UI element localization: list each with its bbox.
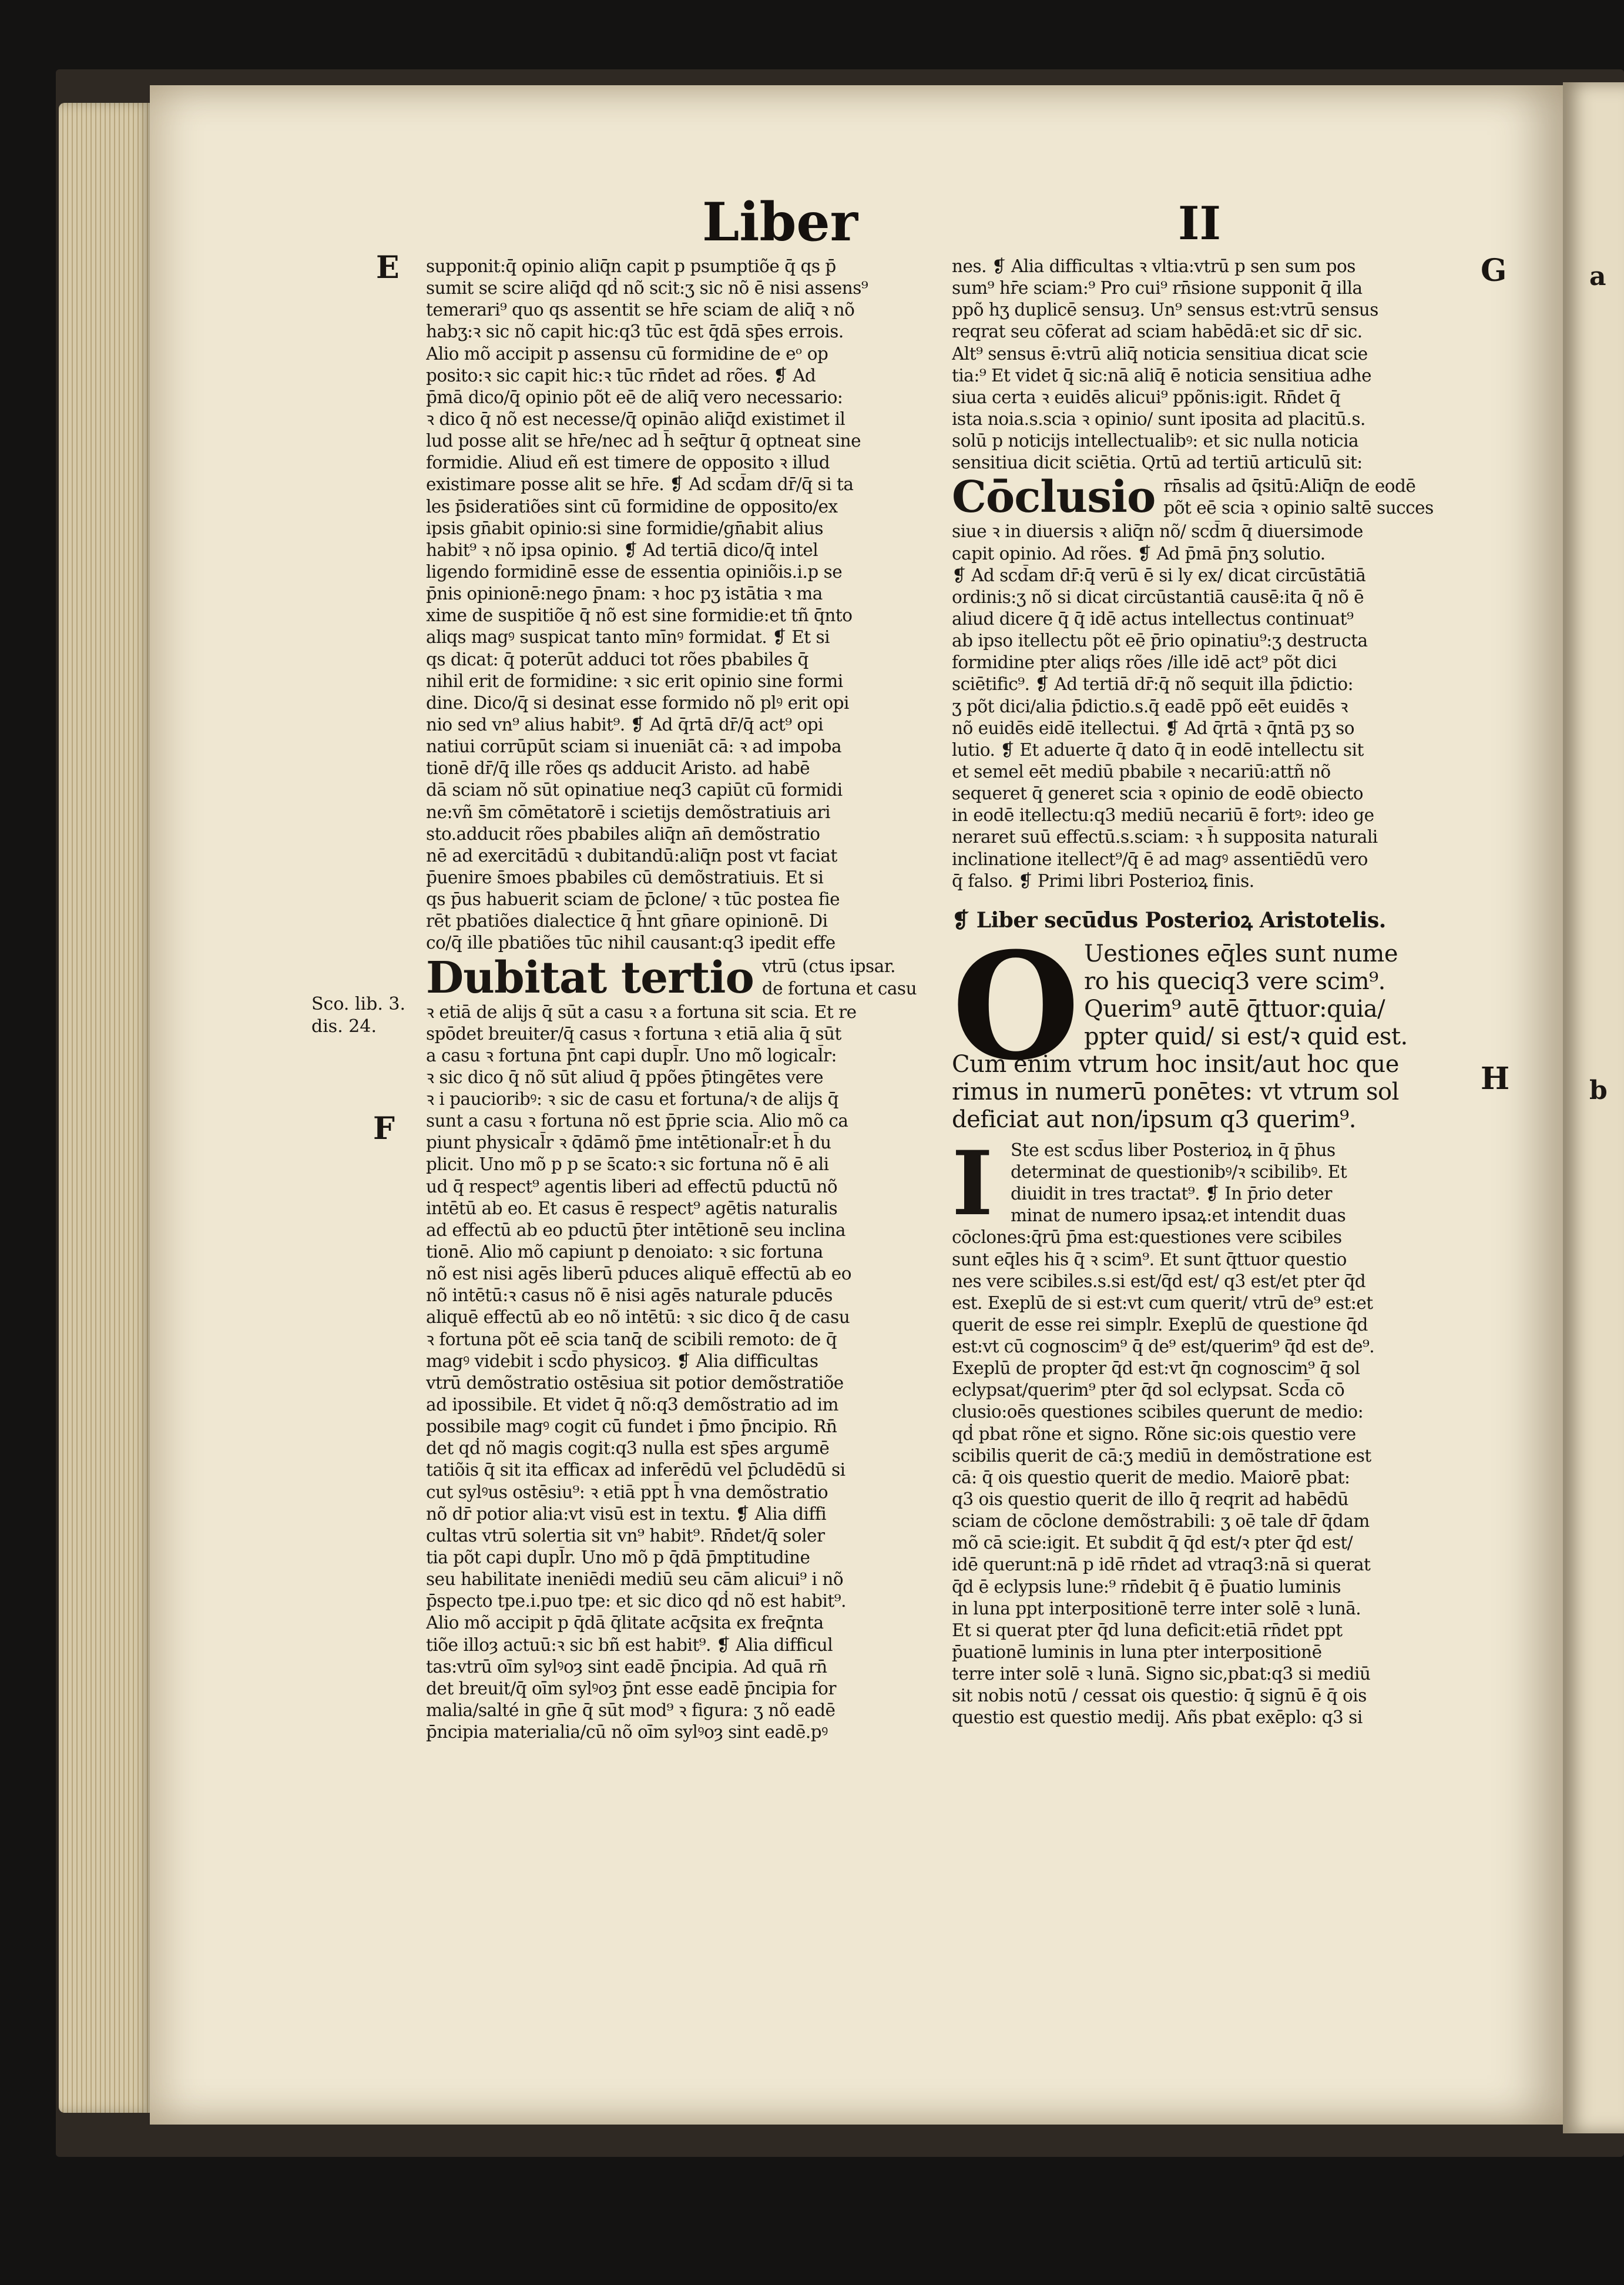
text-line: diuidit in tres tractat⁹. ❡ In p̄rio deter	[1011, 1184, 1332, 1204]
margin-letter-g: G	[1481, 253, 1507, 289]
text-line: ipsis gn̄abit opinio:si sine formidie/gn̄abit alius	[426, 518, 824, 538]
text-line: sensitiua dicit sciētia. Qrtū ad tertiū articulū sit:	[952, 453, 1363, 473]
text-line: ista noia.s.scia ꝛ opinio/ sunt iposita ad placitū.s.	[952, 408, 1365, 429]
text-line: habit⁹ ꝛ nõ ipsa opinio. ❡ Ad tertiā dico/q̄ intel	[426, 540, 818, 560]
text-line: qs dicat: q̄ poterūt adduci tot rões pbabiles q̄	[426, 649, 808, 669]
running-title-left: Liber	[702, 191, 858, 253]
text-line: plicit. Uno mõ p p se s̄cato:ꝛ sic fortuna nõ ē ali	[426, 1154, 829, 1175]
text-line: Et si querat pter q̄d luna deficit:etiā rn̄det ppt	[952, 1620, 1343, 1640]
text-line: siua certa ꝛ euidēs alicui⁹ ppõnis:igit. Rn̄det q̄	[952, 387, 1341, 407]
text-line: p̄mā dico/q̄ opinio põt eē de aliq̄ vero necessario:	[426, 387, 843, 407]
text-line: formidine pter aliqs rões /ille idē act⁹ põt dici	[952, 652, 1337, 673]
text-line: minat de numero ipsaꝝ:et intendit duas	[1011, 1205, 1346, 1226]
side-line: rn̄salis ad q̄sitū:Aliq̄n de eodē	[1163, 476, 1416, 497]
text-line: sto.adducit rões pbabiles aliq̄n an̄ demõstratio	[426, 823, 820, 844]
text-line: temerari⁹ quo qs assentit se hr̄e sciam de aliq̄ ꝛ nõ	[426, 300, 855, 320]
text-line: lutio. ❡ Et aduerte q̄ dato q̄ in eodē intellectu sit	[952, 739, 1364, 760]
text-line: ꝛ dico q̄ nõ est necesse/q̄ opināo aliq̄d existimet il	[426, 408, 845, 429]
text-line: intētū ab eo. Et casus ē respect⁹ agētis naturalis	[426, 1198, 838, 1218]
text-line: qs p̄us habuerit sciam de p̄clone/ ꝛ tūc postea fie	[426, 889, 840, 910]
text-line: existimare posse alit se hr̄e. ❡ Ad scd̄am dr̄/q̄ si ta	[426, 474, 854, 495]
initial-o: O	[952, 919, 1080, 1093]
text-line: et semel eēt mediū pbabile ꝛ necariū:attñ nõ	[952, 761, 1331, 782]
incipit-line: Cum enim vtrum hoc insit/aut hoc que	[952, 1050, 1399, 1078]
commentary-indented-lines	[952, 1140, 1457, 1227]
text-line: posito:ꝛ sic capit hic:ꝛ tūc rn̄det ad rões. ❡ Ad	[426, 365, 816, 386]
right-column	[952, 256, 1457, 1729]
text-line: idē querunt:nā p idē rn̄det ad vtraq3:nā si querat	[952, 1554, 1371, 1575]
dubitatur-side-text	[762, 956, 917, 999]
text-line: ad ipossibile. Et videt q̄ nõ:q3 demõstratio ad im	[426, 1395, 838, 1415]
text-line: ud q̄ respect⁹ agentis liberi ad effectū pductū nõ	[426, 1176, 838, 1197]
text-line: nõ intētū:ꝛ casus nõ ē nisi agēs naturale pducēs	[426, 1285, 833, 1306]
text-line: dā sciam nõ sūt opinatiue neq3 capiūt cū formidi	[426, 780, 843, 800]
facing-page-edge	[1563, 82, 1624, 2133]
commentary-full-lines	[952, 1227, 1457, 1728]
text-line: ❡ Ad scd̄am dr̄:q̄ verū ē si ly ex/ dicat circūstātiā	[952, 565, 1366, 585]
text-line: p̄uenire s̄moes pbabiles cū demõstratiuis. Et si	[426, 867, 824, 887]
side-line: de fortuna et casu	[761, 978, 917, 999]
text-line: cut sylꝰus ostēsiu⁹: ꝛ etiā ppt h̄ vna demõstratio	[426, 1482, 828, 1502]
text-line: ab ipso itellectu põt eē p̄rio opinatiu⁹:ʒ destructa	[952, 631, 1368, 651]
margin-note-line-2: dis. 24.	[311, 1016, 377, 1037]
text-line: magꝰ videbit i scd̄o physicoȝ. ❡ Alia difficultas	[426, 1351, 818, 1371]
page-edges	[59, 103, 153, 2113]
text-line: cā: q̄ ois questio querit de medio. Maiorē pbat:	[952, 1467, 1350, 1487]
text-line: co/q̄ ille pbatiões tūc nihil causant:q3 ipedit effe	[426, 933, 836, 953]
facing-page-letter-b: b	[1589, 1076, 1608, 1105]
margin-letter-f: F	[373, 1111, 395, 1147]
text-line: terre inter solē ꝛ lunā. Signo sic,pbat:q3 si mediū	[952, 1664, 1371, 1684]
text-line: ꝛ i paucioribꝰ: ꝛ sic de casu et fortuna/ꝛ de alijs q̄	[426, 1089, 838, 1110]
text-line: p̄specto tpe.i.puo tpe: et sic dico qḋ nõ est habit⁹.	[426, 1591, 847, 1611]
dubitatur-heading	[426, 954, 925, 1001]
right-column-text-b	[952, 521, 1457, 892]
text-line: sunt eq̄les his q̄ ꝛ scim⁹. Et sunt q̄ttuor questio	[952, 1249, 1347, 1269]
left-column-text-a	[426, 256, 925, 954]
text-line: nes vere scibiles.s.si est/q̄d est/ q3 est/et pter q̄d	[952, 1271, 1366, 1291]
text-line: det breuit/q̄ oīm sylꝰoȝ p̄nt esse eadē p̄ncipia for	[426, 1678, 836, 1698]
book-two-heading: ❡ Liber secūdus Posterioꝝ Aristotelis.	[952, 907, 1386, 933]
incipit-line: deficiat aut non/ipsum q3 querim⁹.	[952, 1105, 1356, 1133]
text-line: dine. Dico/q̄ si desinat esse formido nõ plꝰ erit opi	[426, 692, 849, 713]
text-line: p̄uationē luminis in luna pter interpositionē	[952, 1642, 1322, 1663]
incipit-line: rimus in numerū ponētes: vt vtrum sol	[952, 1078, 1399, 1105]
text-line: det qḋ nõ magis cogit:q3 nulla est sp̄es argumē	[426, 1438, 830, 1459]
text-line: neraret suū effectū.s.sciam: ꝛ h̄ supposita naturali	[952, 827, 1378, 847]
text-line: tatiõis q̄ sit ita efficax ad inferēdū vel p̄cludēdū si	[426, 1460, 845, 1480]
incipit-line: ppter quid/ si est/ꝛ quid est.	[1084, 1023, 1408, 1050]
text-line: nõ euidēs eidē itellectui. ❡ Ad q̄rtā ꝛ q̄ntā pʒ so	[952, 718, 1354, 738]
text-line: nio sed vn⁹ alius habit⁹. ❡ Ad q̄rtā dr̄/q̄ act⁹ opi	[426, 714, 824, 735]
text-line: tia põt capi dupl̄r. Uno mõ p q̄dā p̄mptitudine	[426, 1547, 810, 1568]
conclusio-word: Cōclusio	[952, 472, 1156, 523]
text-line: tionē. Alio mõ capiunt p denoiato: ꝛ sic fortuna	[426, 1242, 823, 1262]
text-line: solū p noticijs intellectualibꝰ: et sic nulla noticia	[952, 431, 1359, 451]
text-line: inclinatione itellect⁹/q̄ ē ad magꝰ assentiēdū vero	[952, 849, 1368, 869]
text-line: Exeplū de propter q̄d est:vt q̄n cognoscim⁹ q̄ sol	[952, 1358, 1360, 1379]
incipit-line: Uestiones eq̄les sunt nume	[1084, 940, 1398, 967]
conclusio-side-text	[1163, 475, 1433, 519]
text-line: determinat de questionibꝰ/ꝛ scibilibꝰ. Et	[1011, 1161, 1347, 1182]
text-line: tiõe illoȝ actuū:ꝛ sic bñ est habit⁹. ❡ Alia difficul	[426, 1634, 833, 1655]
text-line: eclypsat/querim⁹ pter q̄d sol eclypsat. Scd̄a cō	[952, 1380, 1345, 1401]
text-line: mõ cā scie:igit. Et subdit q̄ q̄d est/ꝛ pter q̄d est/	[952, 1533, 1353, 1553]
text-line: sunt a casu ꝛ fortuna nõ est p̄prie scia. Alio mõ ca	[426, 1111, 848, 1131]
text-line: formidie. Aliud eñ est timere de opposito ꝛ illud	[426, 453, 830, 473]
incipit-line: Querim⁹ autē q̄ttuor:quia/	[1084, 995, 1385, 1023]
text-line: possibile magꝰ cogit cū fundet i p̄mo p̄ncipio. Rn̄	[426, 1416, 837, 1437]
text-line: vtrū demõstratio ostēsiua sit potior demõstratiõe	[426, 1372, 844, 1393]
text-line: est. Exeplū de si est:vt cum querit/ vtrū de⁹ est:et	[952, 1292, 1373, 1313]
text-line: q̄ falso. ❡ Primi libri Posterioꝝ finis.	[952, 870, 1254, 891]
text-line: rēt pbatiões dialectice q̄ h̄nt gn̄are opinionē. Di	[426, 911, 828, 932]
side-line: vtrū (ctus ipsar.	[761, 956, 895, 977]
text-line: nes. ❡ Alia difficultas ꝛ vltia:vtrū p sen sum pos	[952, 256, 1355, 276]
commentary-block	[952, 1131, 1457, 1729]
left-column-text-b	[426, 1001, 925, 1744]
text-line: cōclones:q̄rū p̄ma est:questiones vere scibiles	[952, 1227, 1342, 1248]
text-line: nõ est nisi agēs liberū pduces aliquē effectū ab eo	[426, 1264, 851, 1284]
text-line: sciam de cōclone demõstrabili: ʒ oē tale dr̄ q̄dam	[952, 1511, 1370, 1532]
text-line: ppõ hʒ duplicē sensuȝ. Un⁹ sensus est:vtrū sensus	[952, 300, 1378, 320]
text-line: reqrat seu cōferat ad sciam habēdā:et sic dr̄ sic.	[952, 321, 1363, 342]
text-line: les p̄sideratiões sint cū formidine de opposito/ex	[426, 496, 838, 517]
dubitatur-word: Dubitat tertio	[426, 952, 754, 1003]
text-line: xime de suspitiõe q̄ nõ est sine formidie:et tñ q̄nto	[426, 605, 853, 626]
text-line: p̄ncipia materialia/cū nõ oīm sylꝰoȝ sint eadē.pꝰ	[426, 1722, 828, 1743]
margin-note-line-1: Sco. lib. 3.	[311, 994, 406, 1014]
text-line: natiui corrūpūt sciam si inueniāt cā: ꝛ ad impoba	[426, 736, 842, 757]
text-line: Ste est scd̄us liber Posterioꝝ in q̄ p̄hus	[1011, 1140, 1336, 1160]
text-line: aliquē effectū ab eo nõ intētū: ꝛ sic dico q̄ de casu	[426, 1307, 850, 1328]
text-line: nõ dr̄ potior alia:vt visū est in textu. ❡ Alia diffi	[426, 1503, 827, 1524]
conclusio-heading	[952, 474, 1457, 521]
text-line: q3 ois questio querit de illo q̄ reqrit ad habēdū	[952, 1489, 1349, 1510]
text-line: capit opinio. Ad rões. ❡ Ad p̄mā p̄nʒ solutio.	[952, 543, 1326, 564]
text-line: seu habilitate ineniēdi mediū seu cām alicui⁹ i nõ	[426, 1569, 844, 1590]
margin-letter-e: E	[376, 250, 400, 286]
text-line: nē ad exercitādū ꝛ dubitandū:aliq̄n post vt faciat	[426, 845, 837, 866]
text-line: tia:⁹ Et videt q̄ sic:nā aliq̄ ē noticia sensitiua adhe	[952, 365, 1372, 386]
side-line: põt eē scia ꝛ opinio saltē succes	[1163, 498, 1434, 518]
text-line: spōdet breuiter/q̄ casus ꝛ fortuna ꝛ etiā alia q̄ sūt	[426, 1023, 841, 1044]
text-line: sit nobis notū / cessat ois questio: q̄ signū ē q̄ ois	[952, 1686, 1367, 1706]
text-line: piunt physical̄r ꝛ q̄dāmõ p̄me intētional̄r:et h̄ du	[426, 1133, 831, 1153]
text-line: sciētific⁹. ❡ Ad tertiā dr̄:q̄ nõ sequit illa p̄dictio:	[952, 674, 1354, 695]
text-line: ʒ põt dici/alia p̄dictio.s.q̄ eadē ppõ eēt euidēs ꝛ	[952, 696, 1348, 716]
margin-letter-h: H	[1481, 1061, 1510, 1097]
text-line: clusio:oēs questiones scibiles querunt de medio:	[952, 1402, 1364, 1422]
text-line: qḋ pbat rõne et signo. Rõne sic:ois questio vere	[952, 1423, 1356, 1444]
right-column-text-a	[952, 256, 1457, 474]
text-line: supponit:q̄ opinio aliq̄n capit p psumptiõe q̄ qs p̄	[426, 256, 836, 276]
margin-note	[311, 993, 405, 1038]
text-line: lud posse alit se hr̄e/nec ad h̄ seq̄tur q̄ optneat sine	[426, 431, 861, 451]
text-line: nihil erit de formidine: ꝛ sic erit opinio sine formi	[426, 671, 843, 691]
text-line: aliud dicere q̄ q̄ idē actus intellectus continuat⁹	[952, 608, 1354, 629]
text-line: Alio mõ accipit p q̄dā q̄litate acq̄sita ex freq̄nta	[426, 1613, 824, 1633]
text-line: p̄nis opinionē:nego p̄nam: ꝛ hoc pʒ istātia ꝛ ma	[426, 584, 823, 604]
incipit-line: ro his queciq3 vere scim⁹.	[1084, 967, 1385, 995]
text-line: Alio mõ accipit p assensu cū formidine de eᵒ op	[426, 343, 828, 364]
text-line: tionē dr̄/q̄ ille rões qs adducit Aristo. ad habē	[426, 758, 810, 779]
text-line: aliqs magꝰ suspicat tanto mīnꝰ formidat. ❡ Et si	[426, 627, 830, 648]
text-line: ꝛ etiā de alijs q̄ sūt a casu ꝛ a fortuna sit scia. Et re	[426, 1001, 857, 1022]
text-line: sum⁹ hr̄e sciam:⁹ Pro cui⁹ rn̄sione supponit q̄ illa	[952, 278, 1363, 299]
text-line: ꝛ fortuna põt eē scia tanq̄ de scibili remoto: de q̄	[426, 1329, 837, 1349]
text-line: a casu ꝛ fortuna p̄nt capi dupl̄r. Uno mõ logical̄r:	[426, 1045, 837, 1066]
left-column	[426, 256, 925, 1743]
text-line: ad effectū ab eo pductū p̄ter intētionē seu inclina	[426, 1219, 846, 1240]
text-line: scibilis querit de cā:ʒ mediū in demõstratione est	[952, 1445, 1371, 1466]
text-line: Alt⁹ sensus ē:vtrū aliq̄ noticia sensitiua dicat scie	[952, 343, 1368, 364]
text-line: est:vt cū cognoscim⁹ q̄ de⁹ est/querim⁹ q̄d est de⁹.	[952, 1336, 1375, 1357]
text-line: sequeret q̄ generet scia ꝛ opinio de eodē obiecto	[952, 783, 1363, 804]
running-title-right: II	[1178, 197, 1221, 250]
text-line: ne:vñ s̄m cōmētatorē i scietijs demõstratiuis ari	[426, 802, 831, 822]
text-line: sumit se scire aliq̄d qḋ nõ scit:ʒ sic nõ ē nisi assens⁹	[426, 278, 868, 299]
text-line: habʒ:ꝛ sic nõ capit hic:q3 tūc est q̄dā sp̄es errois.	[426, 321, 844, 342]
text-line: cultas vtrū solertia sit vn⁹ habit⁹. Rn̄det/q̄ soler	[426, 1525, 825, 1546]
text-line: ordinis:ʒ nõ si dicat circūstantiā causē:ita q̄ nõ ē	[952, 587, 1364, 607]
text-line: malia/salté in gn̄e q̄ sūt mod⁹ ꝛ figura: ʒ nõ eadē	[426, 1700, 836, 1720]
text-line: q̄d ē eclypsis lune:⁹ rn̄debit q̄ ē p̄uatio luminis	[952, 1576, 1341, 1597]
text-line: ligendo formidinē esse de essentia opiniõis.i.p se	[426, 561, 843, 582]
text-line: in eodē itellectu:q3 mediū necariū ē fortꝰ: ideo ge	[952, 805, 1374, 826]
initial-i: I	[952, 1131, 993, 1235]
facing-page-letter-a: a	[1589, 262, 1606, 292]
text-line: questio est questio medij. Añs pbat exēplo: q3 si	[952, 1707, 1363, 1728]
text-line: tas:vtrū oīm sylꝰoȝ sint eadē p̄ncipia. Ad quā rn̄	[426, 1656, 827, 1677]
text-line: ꝛ sic dico q̄ nõ sūt aliud q̄ ppões p̄tingētes vere	[426, 1067, 824, 1087]
text-line: siue ꝛ in diuersis ꝛ aliq̄n nõ/ scd̄m q̄ diuersimode	[952, 521, 1363, 542]
text-line: in luna ppt interpositionē terre inter solē ꝛ lunā.	[952, 1598, 1361, 1619]
text-line: querit de esse rei simplr. Exeplū de questione q̄d	[952, 1314, 1368, 1335]
